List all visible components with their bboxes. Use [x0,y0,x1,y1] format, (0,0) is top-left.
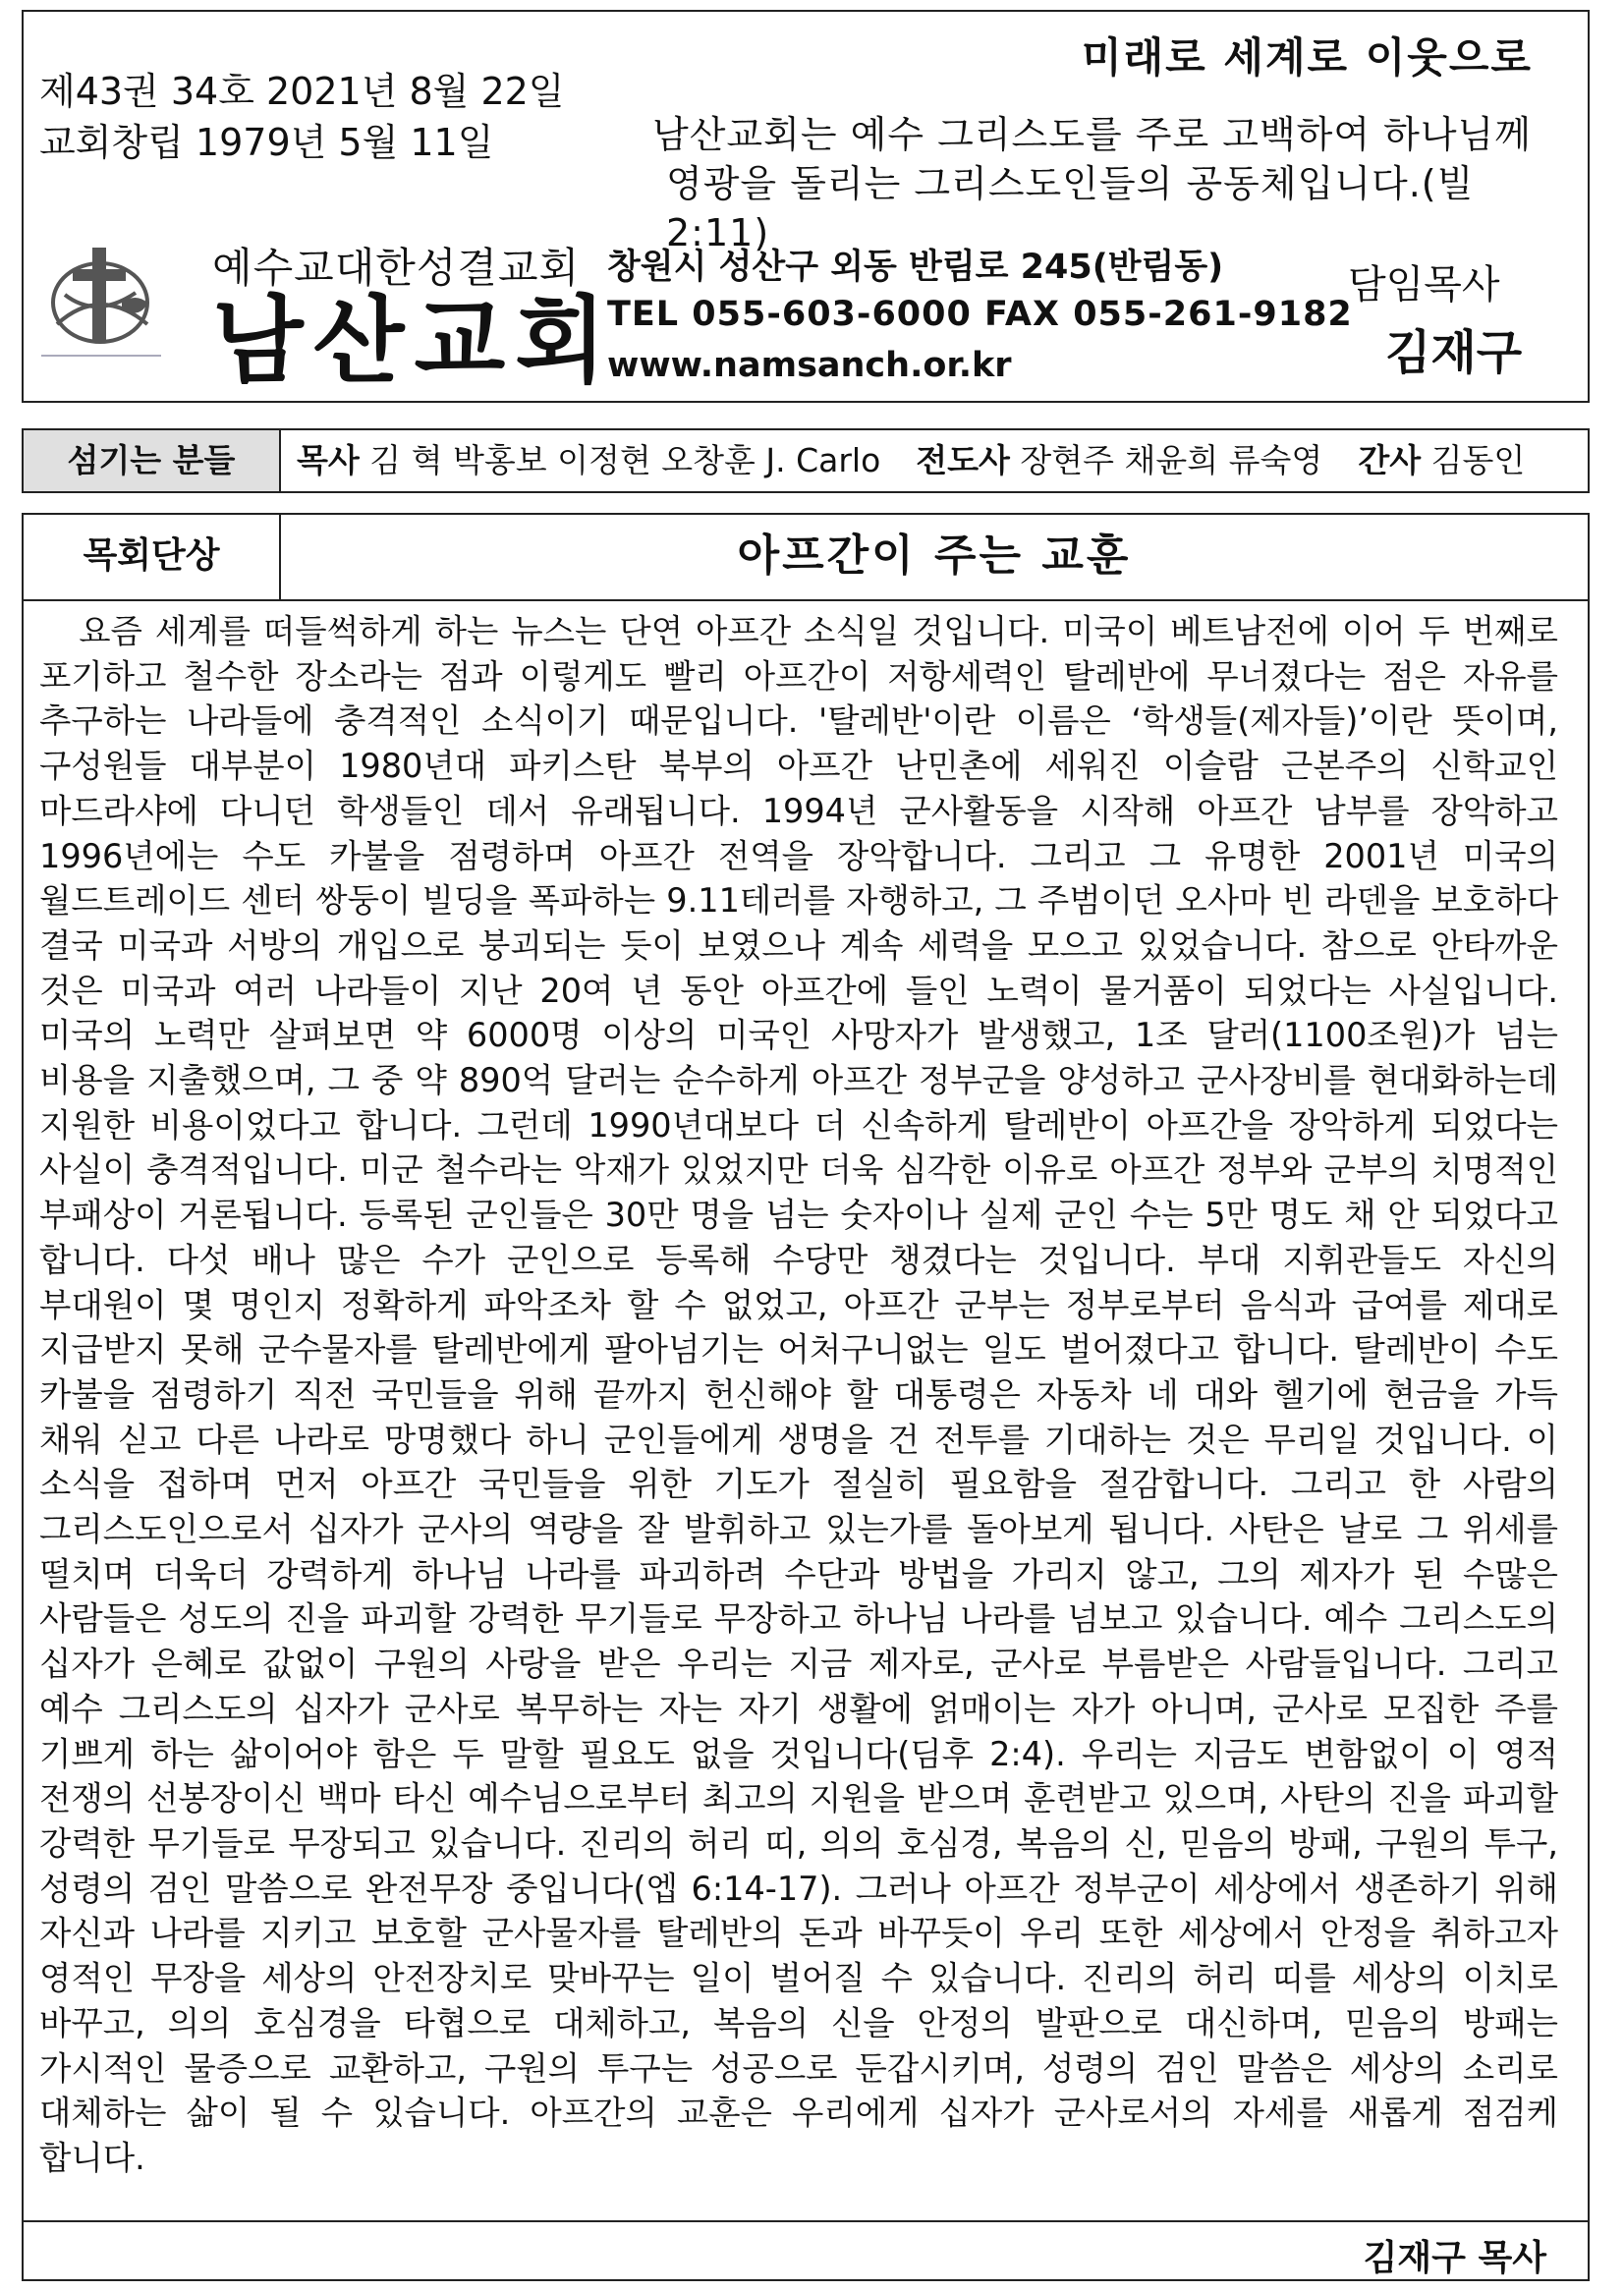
column-header [24,515,1588,601]
founding-date: 교회창립 1979년 5월 11일 [39,121,494,164]
staff-row [22,428,1590,493]
church-motto: 미래로 세계로 이웃으로 [1082,33,1533,82]
column-section-label: 목회단상 [24,515,281,599]
column-body-text: 요즘 세계를 떠들썩하게 하는 뉴스는 단연 아프간 소식일 것입니다. 미국이 베트남전에 이어 두 번째로 포기하고 철수한 장소라는 점과 이렇게도 빨리 아프간이 저항세력인 탈레반에 무너졌다는 점은 자유를 추구하는 나라들에 충격적인 소식이기 때문입니다. '탈레반'이란 이름은 ‘학생들(제자들)’이란 뜻이며, 구성원들 대부분이 1980년대 파키스탄 북부의 아프간 난민촌에 세워진 이슬람 근본주의 신학교인 마드라샤에 다니던 학생들인 데서 유래됩니다. 1994년 군사활동을 시작해 아프간 남부를 장악하고 1996년에는 수도 카불을 점령하며 아프간 전역을 장악합니다. 그리고 그 유명한 2001년 미국의 월드트레이드 센터 쌍둥이 빌딩을 폭파하는 9.11테러를 자행하고, 그 주범이던 오사마 빈 라덴을 보호하다 결국 미국과 서방의 개입으로 붕괴되는 듯이 보였으나 계속 세력을 모으고 있었습니다. 참으로 안타까운 것은 미국과 여러 나라들이 지난 20여 년 동안 아프간에 들인 노력이 물거품이 되었다는 사실입니다. 미국의 노력만 살펴보면 약 6000명 이상의 미국인 사망자가 발생했고, 1조 달러(1100조원)가 넘는 비용을 지출했으며, 그 중 약 890억 달러는 순수하게 아프간 정부군을 양성하고 군사장비를 현대화하는데 지원한 비용이었다고 합니다. 그런데 1990년대보다 더 신속하게 탈레반이 아프간을 장악하게 되었다는 사실이 충격적입니다. 미군 철수라는 악재가 있었지만 더욱 심각한 이유로 아프간 정부와 군부의 치명적인 부패상이 거론됩니다. 등록된 군인들은 30만 명을 넘는 숫자이나 실제 군인 수는 5만 명도 채 안 되었다고 합니다. 다섯 배나 많은 수가 군인으로 등록해 수당만 챙겼다는 것입니다. 부대 지휘관들도 자신의 부대원이 몇 명인지 정확하게 파악조차 할 수 없었고, 아프간 군부는 정부로부터 음식과 급여를 제대로 지급받지 못해 군수물자를 탈레반에게 팔아넘기는 어처구니없는 일도 벌어졌다고 합니다. 탈레반이 수도 카불을 점령하기 직전 국민들을 위해 끝까지 헌신해야 할 대통령은 자동차 네 대와 헬기에 현금을 가득 채워 싣고 다른 나라로 망명했다 하니 군인들에게 생명을 건 전투를 기대하는 것은 무리일 것입니다. 이 소식을 접하며 먼저 아프간 국민들을 위한 기도가 절실히 필요함을 절감합니다. 그리고 한 사람의 그리스도인으로서 십자가 군사의 역량을 잘 발휘하고 있는가를 돌아보게 됩니다. 사탄은 날로 그 위세를 떨치며 더욱더 강력하게 하나님 나라를 파괴하려 수단과 방법을 가리지 않고, 그의 제자가 된 수많은 사람들은 성도의 진을 파괴할 강력한 무기들로 무장하고 하나님 나라를 넘보고 있습니다. 예수 그리스도의 십자가 은혜로 값없이 구원의 사랑을 받은 우리는 지금 제자로, 군사로 부름받은 사람들입니다. 그리고 예수 그리스도의 십자가 군사로 복무하는 자는 자기 생활에 얽매이는 자가 아니며, 군사로 모집한 주를 기쁘게 하는 삶이어야 함은 두 말할 필요도 없을 것입니다(딤후 2:4). 우리는 지금도 변함없이 이 영적 전쟁의 선봉장이신 백마 타신 예수님으로부터 최고의 지원을 받으며 훈련받고 있으며, 사탄의 진을 파괴할 강력한 무기들로 무장되고 있습니다. 진리의 허리 띠, 의의 호심경, 복음의 신, 믿음의 방패, 구원의 투구, 성령의 검인 말씀으로 완전무장 중입니다(엡 6:14-17). 그러나 아프간 정부군이 세상에서 생존하기 위해 자신과 나라를 지키고 보호할 군사물자를 탈레반의 돈과 바꾸듯이 우리 또한 세상에서 안정을 취하고자 영적인 무장을 세상의 안전장치로 맞바꾸는 일이 벌어질 수 있습니다. 진리의 허리 띠를 세상의 이치로 바꾸고, 의의 호심경을 타협으로 대체하고, 복음의 신을 안정의 발판으로 대신하며, 믿음의 방패는 가시적인 물증으로 교환하고, 구원의 투구는 성공으로 둔갑시키며, 성령의 검인 말씀은 세상의 소리로 대체하는 삶이 될 수 있습니다. 아프간의 교훈은 우리에게 십자가 군사로서의 자세를 새롭게 점검케 합니다. [39,612,1558,2177]
staff-label: 섬기는 분들 [24,430,281,491]
pastoral-column [22,513,1590,2281]
secretary-title: 간사 [1358,441,1422,479]
column-title: 아프간이 주는 교훈 [737,531,1132,581]
issue-info: 제43권 34호 2021년 8월 22일 [39,70,565,113]
church-phone-fax: TEL 055-603-6000 FAX 055-261-9182 [607,295,1353,334]
mission-line-1: 남산교회는 예수 그리스도를 주로 고백하여 하나님께 [652,113,1532,156]
church-name: 남산교회 [212,286,616,396]
evangelist-title: 전도사 [916,441,1010,479]
secretary-name: 김동인 [1430,441,1526,479]
senior-pastor-name: 김재구 [1385,325,1523,380]
pastor-title: 목사 [297,441,360,479]
pastor-names: 김 혁 박홍보 이정현 오창훈 J. Carlo [369,441,881,479]
evangelist-names: 장현주 채윤희 류숙영 [1020,441,1323,479]
church-cross-logo-icon [37,226,165,359]
column-footer [24,2220,1588,2279]
staff-list [281,430,1588,491]
column-body [39,609,1558,2181]
bulletin-header [22,10,1590,403]
senior-pastor-label: 담임목사 [1348,262,1500,307]
mission-statement [652,110,1576,257]
church-address: 창원시 성산구 외동 반림로 245(반림동) [607,248,1224,287]
column-author: 김재구 목사 [1363,2238,1546,2278]
denomination-name: 예수교대한성결교회 [212,244,581,292]
church-website-link[interactable]: www.namsanch.or.kr [607,346,1012,385]
mission-line-2: 영광을 돌리는 그리스도인들의 공동체입니다.(빌2:11) [666,162,1475,254]
